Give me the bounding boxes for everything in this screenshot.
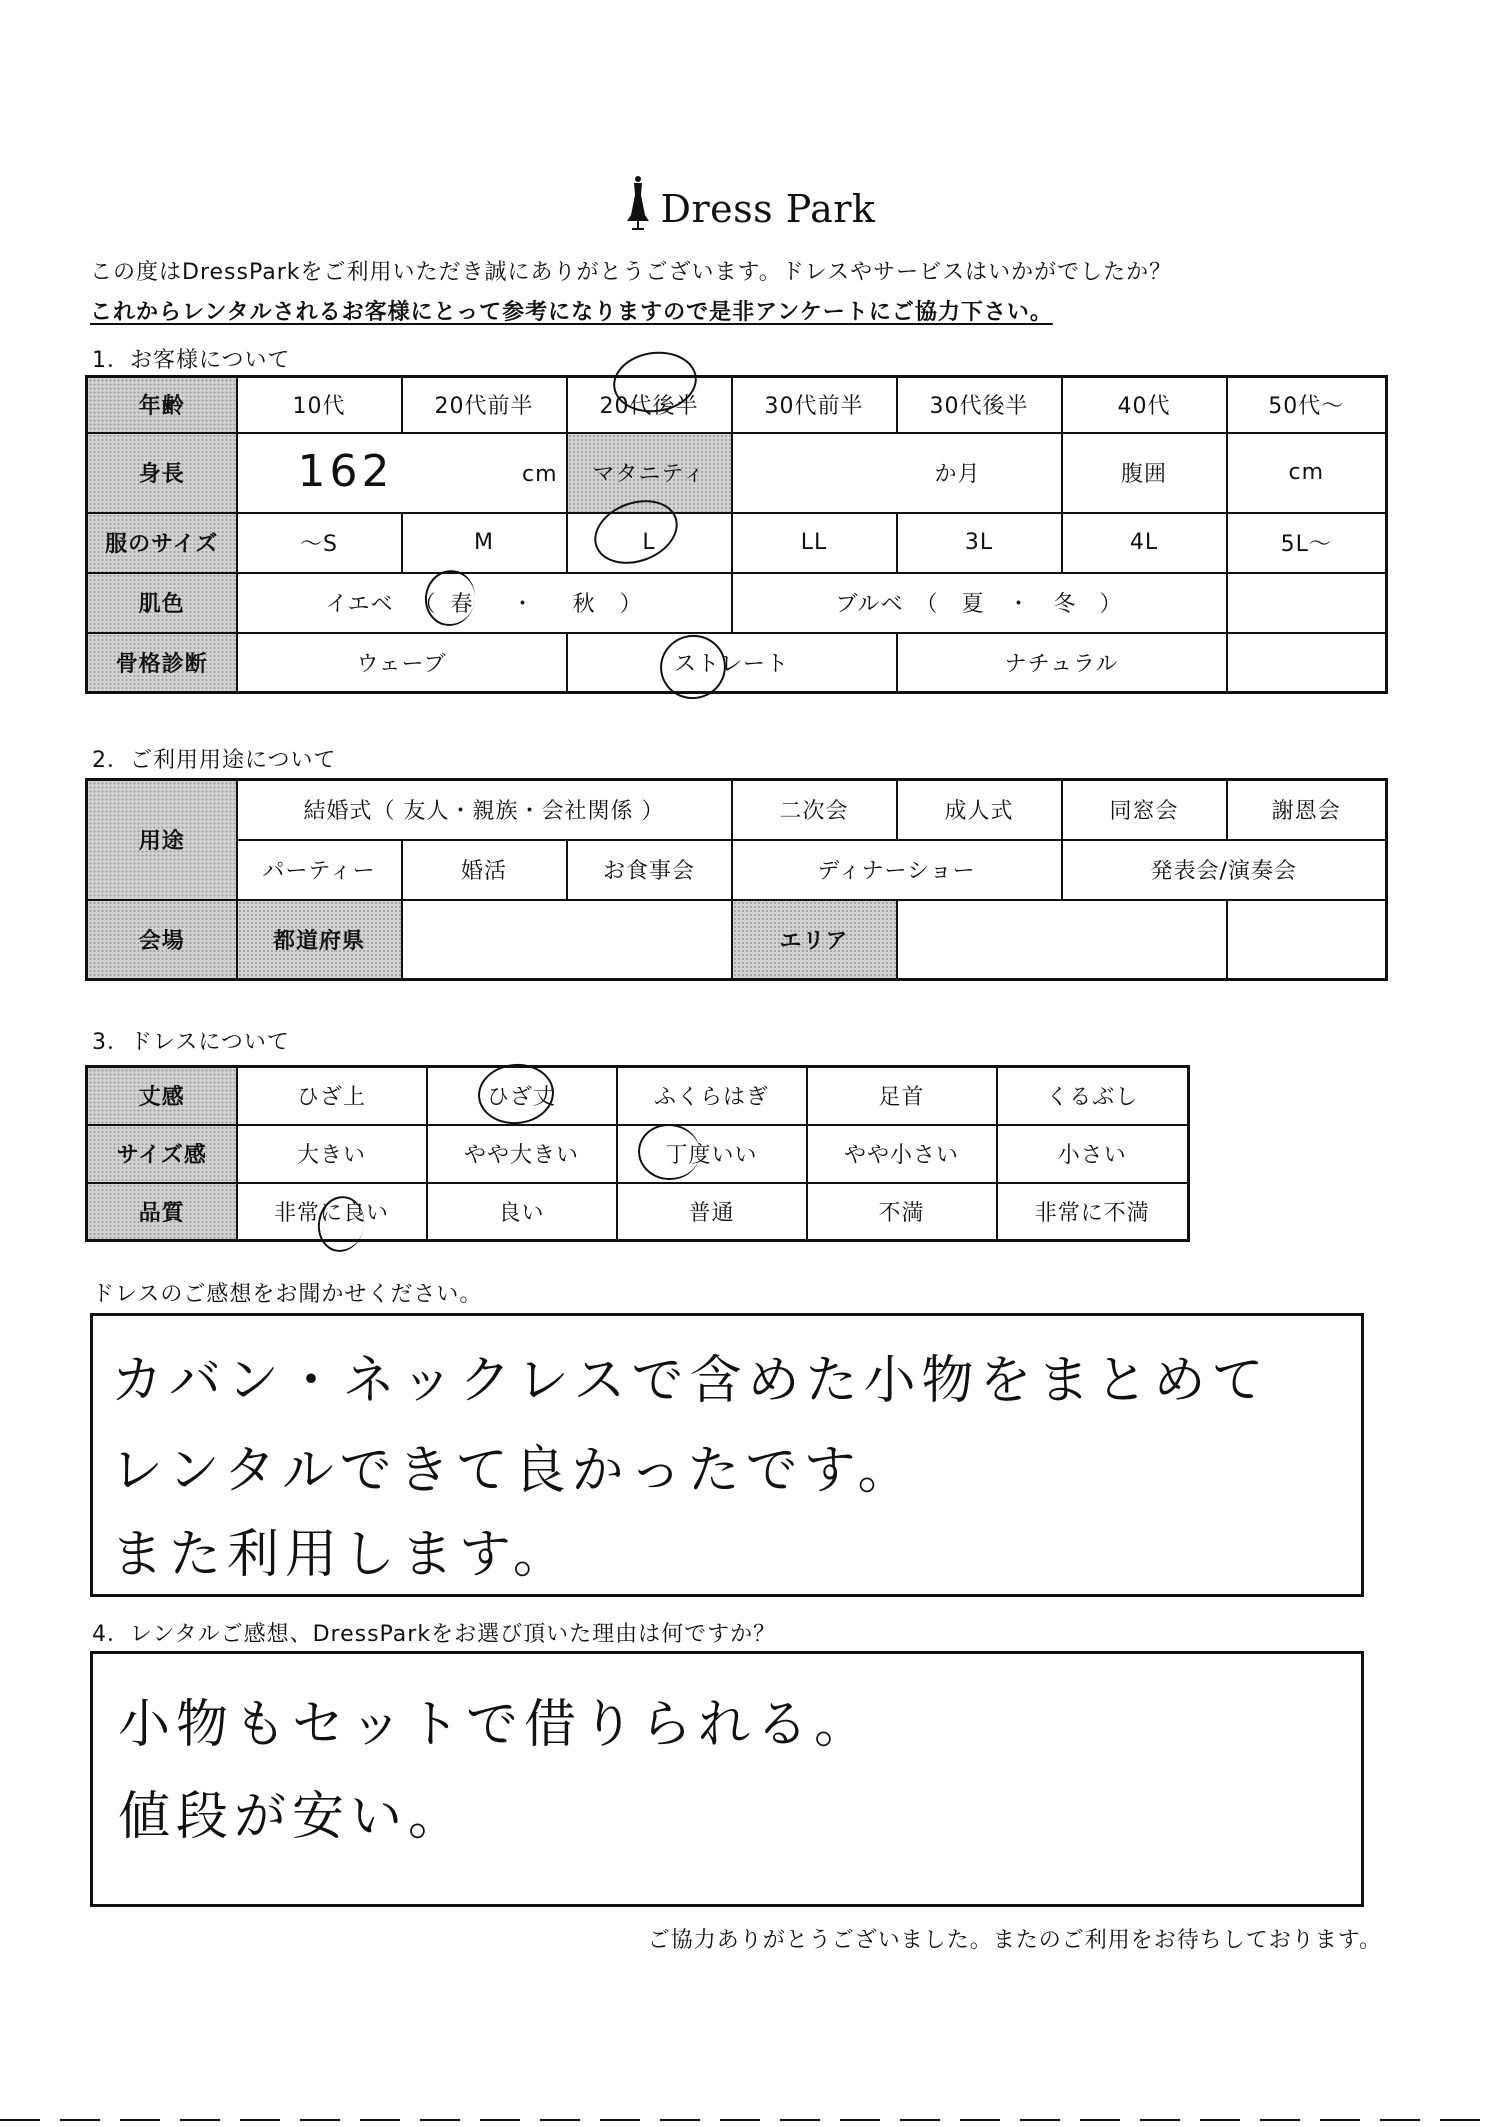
section1-title: 1．お客様について [92, 348, 291, 373]
length-above-knee[interactable]: ひざ上 [237, 1067, 427, 1125]
area-label: エリア [732, 900, 897, 980]
reason-comment-box[interactable] [90, 1651, 1364, 1907]
section2-title: 2．ご利用用途について [92, 748, 337, 773]
length-ankle-bone[interactable]: くるぶし [997, 1067, 1189, 1125]
fit-slightly-small[interactable]: やや小さい [807, 1125, 997, 1183]
length-label: 丈感 [87, 1067, 237, 1125]
reason-comment-line: 小物もセットで借りられる。 [118, 1695, 873, 1755]
purpose-wedding[interactable]: 結婚式（ 友人・親族・会社関係 ） [237, 780, 732, 840]
skin-yellow-option[interactable] [237, 573, 732, 633]
age-option-early30s[interactable]: 30代前半 [732, 377, 897, 433]
venue-label: 会場 [87, 900, 237, 980]
intro-text: この度はDressParkをご利用いただき誠にありがとうございます。ドレスやサービスはいかがでしたか？ [90, 260, 1173, 285]
purpose-recital[interactable]: 発表会/演奏会 [1062, 840, 1387, 900]
dress-comment-line: また利用します。 [111, 1525, 571, 1585]
body-option-wave[interactable]: ウェーブ [237, 633, 567, 693]
skin-dot: ・ [511, 592, 535, 617]
purpose-afterparty[interactable]: 二次会 [732, 780, 897, 840]
fit-slightly-large[interactable]: やや大きい [427, 1125, 617, 1183]
fit-just-right[interactable]: 丁度いい [617, 1125, 807, 1183]
age-option-late20s[interactable]: 20代後半 [567, 377, 732, 433]
purpose-reunion[interactable]: 同窓会 [1062, 780, 1227, 840]
quality-good[interactable]: 良い [427, 1183, 617, 1241]
section4-title: 4．レンタルご感想、DressParkをお選び頂いた理由は何ですか？ [92, 1622, 777, 1647]
size-option-l[interactable]: L [567, 513, 732, 573]
quality-very-good[interactable]: 非常に良い [237, 1183, 427, 1241]
prefecture-field[interactable] [402, 900, 732, 980]
purpose-party[interactable]: パーティー [237, 840, 402, 900]
body-option-natural[interactable]: ナチュラル [897, 633, 1227, 693]
fit-large[interactable]: 大きい [237, 1125, 427, 1183]
logo [0, 175, 1500, 235]
dress-comment-line: レンタルできて良かったです。 [111, 1441, 916, 1501]
quality-average[interactable]: 普通 [617, 1183, 807, 1241]
section3-title: 3．ドレスについて [92, 1030, 290, 1055]
intro-request: これからレンタルされるお客様にとって参考になりますので是非アンケートにご協力下さい。 [90, 300, 1053, 325]
empty-cell [1227, 633, 1387, 693]
skin-close-paren: ） [619, 592, 643, 617]
skin-spring[interactable]: 春 [450, 592, 474, 617]
purpose-dinner-show[interactable]: ディナーショー [732, 840, 1062, 900]
size-option-3l[interactable]: 3L [897, 513, 1062, 573]
height-label: 身長 [87, 433, 237, 513]
purpose-konkatsu[interactable]: 婚活 [402, 840, 567, 900]
purpose-label: 用途 [87, 780, 237, 900]
purpose-table [85, 778, 1388, 981]
size-option-m[interactable]: M [402, 513, 567, 573]
size-option-4l[interactable]: 4L [1062, 513, 1227, 573]
purpose-thanks-party[interactable]: 謝恩会 [1227, 780, 1387, 840]
maternity-months[interactable]: か月 [732, 433, 1062, 513]
height-unit: cm [521, 461, 558, 487]
prefecture-label: 都道府県 [237, 900, 402, 980]
age-option-early20s[interactable]: 20代前半 [402, 377, 567, 433]
quality-label: 品質 [87, 1183, 237, 1241]
size-option-ll[interactable]: LL [732, 513, 897, 573]
age-option-late30s[interactable]: 30代後半 [897, 377, 1062, 433]
size-option-s[interactable]: ～S [237, 513, 402, 573]
length-calf[interactable]: ふくらはぎ [617, 1067, 807, 1125]
length-ankle[interactable]: 足首 [807, 1067, 997, 1125]
age-option-50s[interactable]: 50代～ [1227, 377, 1387, 433]
footer-divider [0, 2119, 1500, 2121]
area-field[interactable] [897, 900, 1227, 980]
dress-table [85, 1065, 1190, 1242]
skin-open-paren: （ [413, 592, 437, 617]
purpose-coming-of-age[interactable]: 成人式 [897, 780, 1062, 840]
height-field[interactable] [237, 433, 567, 513]
maternity-label: マタニティ [567, 433, 732, 513]
dress-comment-prompt: ドレスのご感想をお聞かせください。 [92, 1282, 483, 1307]
purpose-dinner[interactable]: お食事会 [567, 840, 732, 900]
age-label: 年齢 [87, 377, 237, 433]
fit-small[interactable]: 小さい [997, 1125, 1189, 1183]
quality-poor[interactable]: 不満 [807, 1183, 997, 1241]
customer-table [85, 375, 1388, 694]
length-knee[interactable]: ひざ丈 [427, 1067, 617, 1125]
thanks-message: ご協力ありがとうございました。またのご利用をお待ちしております。 [647, 1928, 1382, 1953]
logo-text: Dress Park [660, 187, 876, 231]
skin-autumn[interactable]: 秋 [572, 592, 596, 617]
waist-label: 腹囲 [1062, 433, 1227, 513]
age-option-10s[interactable]: 10代 [237, 377, 402, 433]
dress-comment-line: カバン・ネックレスで含めた小物をまとめて [111, 1351, 1270, 1411]
empty-cell [1227, 900, 1387, 980]
empty-cell [1227, 573, 1387, 633]
size-label: 服のサイズ [87, 513, 237, 573]
skin-yellow-name: イエベ [325, 592, 394, 617]
skin-label: 肌色 [87, 573, 237, 633]
dress-icon [625, 175, 651, 231]
size-option-5l[interactable]: 5L～ [1227, 513, 1387, 573]
height-value: 162 [297, 445, 394, 497]
dress-comment-box[interactable] [90, 1313, 1364, 1597]
quality-very-poor[interactable]: 非常に不満 [997, 1183, 1189, 1241]
body-option-straight[interactable]: ストレート [567, 633, 897, 693]
waist-unit[interactable]: cm [1227, 433, 1387, 513]
skin-blue-option[interactable]: ブルベ （ 夏 ・ 冬 ） [732, 573, 1227, 633]
age-option-40s[interactable]: 40代 [1062, 377, 1227, 433]
reason-comment-line: 値段が安い。 [118, 1787, 467, 1847]
body-label: 骨格診断 [87, 633, 237, 693]
fit-label: サイズ感 [87, 1125, 237, 1183]
